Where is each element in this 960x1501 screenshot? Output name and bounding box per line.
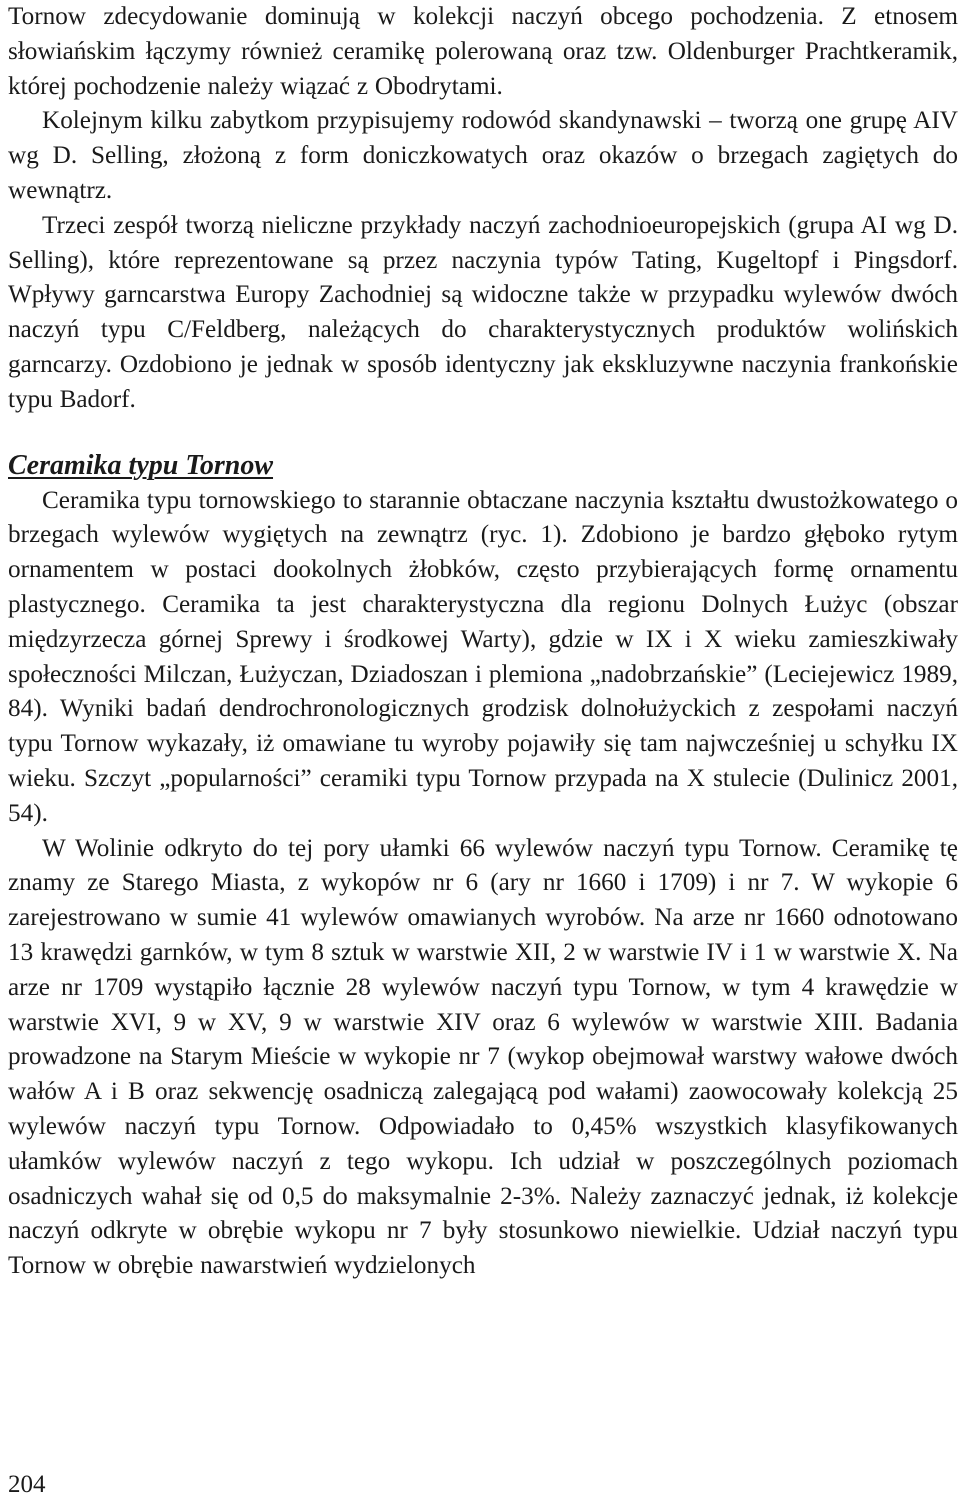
paragraph-continuation: Tornow zdecydowanie dominują w kolekcji naczyń obcego pochodzenia. Z etnosem słowiańskim łączymy również ceramikę polerowaną oraz tzw. Oldenburger Prachtkeramik, której pochodzenie należy wiązać z Obodrytami.: [8, 3, 958, 100]
section-heading: Ceramika typu Tornow: [8, 449, 274, 481]
paragraph-scandinavian: Kolejnym kilku zabytkom przypisujemy rodowód skandynawski – tworzą one grupę AIV wg D. Selling, złożoną z form doniczkowatych oraz okazów o brzegach zagiętych do wewnątrz.: [8, 107, 958, 204]
document-page: [8, 0, 958, 1284]
paragraph-tornow-description: Ceramika typu tornowskiego to starannie obtaczane naczynia kształtu dwustożkowatego o brzegach wylewów wygiętych na zewnątrz (ryc. 1). Zdobiono je bardzo głęboko rytym ornamentem w postaci dookolnych żłobków, często przybierających formę ornamentu plastycznego. Ceramika ta jest charakterystyczna dla regionu Dolnych Łużyc (obszar międzyrzecza górnej Sprewy i środkowej Warty), gdzie w IX i X wieku zamieszkiwały społeczności Milczan, Łużyczan, Dziadoszan i plemiona „nadobrzańskie” (Leciejewicz 1989, 84). Wyniki badań dendrochronologicznych grodzisk dolnołużyckich z zespołami naczyń typu Tornow wykazały, iż omawiane tu wyroby pojawiły się tam najwcześniej u schyłku IX wieku. Szczyt „popularności” ceramiki typu Tornow przypada na X stulecie (Dulinicz 2001, 54).: [8, 486, 958, 827]
paragraph-west-european: Trzeci zespół tworzą nieliczne przykłady naczyń zachodnioeuropejskich (grupa AI wg D. Selling), które reprezentowane są przez naczynia typów Tating, Kugeltopf i Pingsdorf. Wpływy garncarstwa Europy Zachodniej są widoczne także w przypadku wylewów dwóch naczyń typu C/Feldberg, należących do charakterystycznych produktów wolińskich garncarzy. Ozdobiono je jednak w sposób identyczny jak ekskluzywne naczynia frankońskie typu Badorf.: [8, 211, 958, 413]
section-spacer: [8, 418, 958, 448]
paragraph-tornow-wolin: W Wolinie odkryto do tej pory ułamki 66 wylewów naczyń typu Tornow. Ceramikę tę znamy ze Starego Miasta, z wykopów nr 6 (ary nr 1660 i 1709) i nr 7. W wykopie 6 zarejestrowano w sumie 41 wylewów omawianych wyrobów. Na arze nr 1660 odnotowano 13 krawędzi garnków, w tym 8 sztuk w warstwie XII, 2 w warstwie IV i 1 w warstwie X. Na arze nr 1709 wystąpiło łącznie 28 wylewów naczyń typu Tornow, w tym 4 krawędzie w warstwie XVI, 9 w XV, 9 w warstwie XIV oraz 6 wylewów w warstwie XIII. Badania prowadzone na Starym Mieście w wykopie nr 7 (wykop obejmował warstwy wałowe dwóch wałów A i B oraz sekwencję osadniczą zalegającą pod wałami) zaowocowały kolekcją 25 wylewów naczyń typu Tornow. Odpowiadało to 0,45% wszystkich klasyfikowanych ułamków wylewów naczyń z tego wykopu. Ich udział w poszczególnych poziomach osadniczych wahał się od 0,5 do maksymalnie 2-3%. Należy zaznaczyć jednak, iż kolekcje naczyń odkryte w obrębie wykopu nr 7 były stosunkowo niewielkie. Udział naczyń typu Tornow w obrębie nawarstwień wydzielonych: [8, 834, 958, 1280]
page-number: 204: [8, 1471, 46, 1498]
